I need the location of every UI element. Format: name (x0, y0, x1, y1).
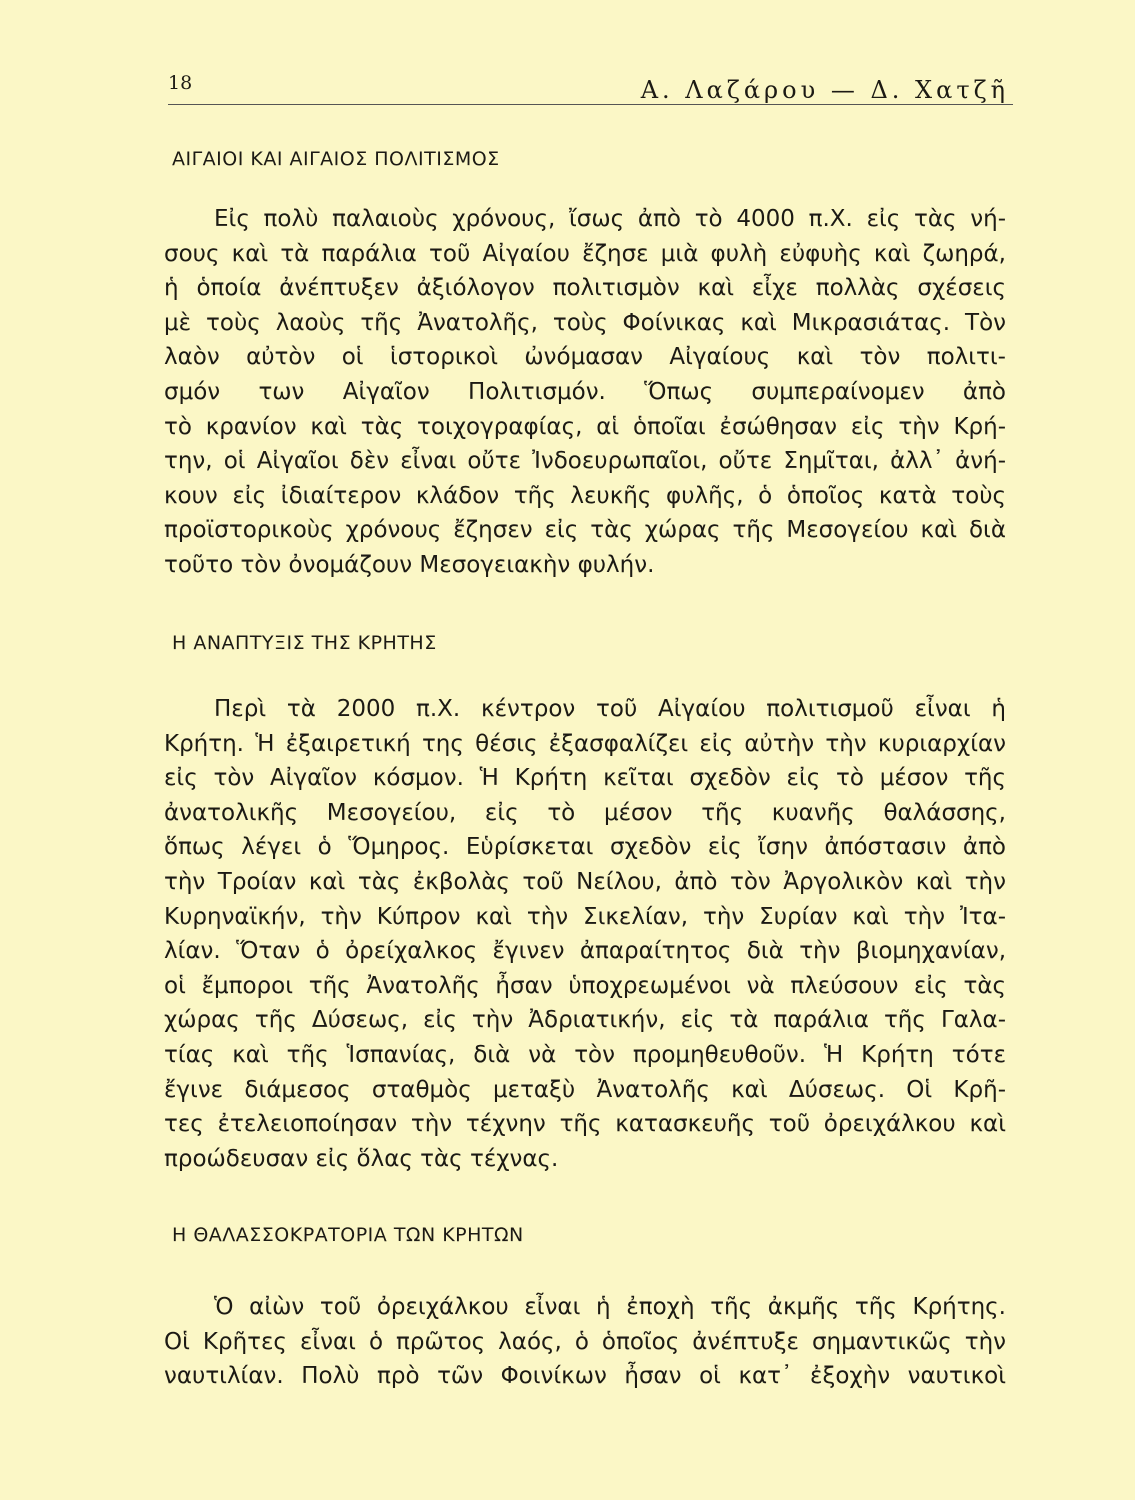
text-line: ναυτιλίαν. Πολὺ πρὸ τῶν Φοινίκων ἦσαν οἱ κατ᾽ ἐξοχὴν ναυτικοὶ (164, 1363, 1006, 1390)
text-line: Κυρηναϊκήν, τὴν Κύπρον καὶ τὴν Σικελίαν, τὴν Συρίαν καὶ τὴν Ἰτα- (164, 903, 1006, 930)
text-line: οἱ ἔμποροι τῆς Ἀνατολῆς ἦσαν ὑποχρεωμένοι νὰ πλεύσουν εἰς τὰς (164, 972, 1006, 999)
text-line: την, οἱ Αἰγαῖοι δὲν εἶναι οὔτε Ἰνδοευρωπαῖοι, οὔτε Σημῖται, ἀλλ᾽ ἀνή- (164, 448, 1006, 475)
text-line: ὅπως λέγει ὁ Ὅμηρος. Εὑρίσκεται σχεδὸν εἰς ἴσην ἀπόστασιν ἀπὸ (164, 834, 1006, 861)
text-line: χώρας τῆς Δύσεως, εἰς τὴν Ἀδριατικήν, εἰς τὰ παράλια τῆς Γαλα- (164, 1007, 1006, 1034)
text-line: Ὁ αἰὼν τοῦ ὀρειχάλκου εἶναι ἡ ἐποχὴ τῆς ἀκμῆς τῆς Κρήτης. (214, 1294, 1006, 1320)
text-line: εἰς τὸν Αἰγαῖον κόσμον. Ἡ Κρήτη κεῖται σχεδὸν εἰς τὸ μέσον τῆς (164, 765, 1006, 792)
text-line: Κρήτη. Ἡ ἐξαιρετική της θέσις ἐξασφαλίζει εἰς αὐτὴν τὴν κυριαρχίαν (164, 730, 1006, 757)
text-line: σους καὶ τὰ παράλια τοῦ Αἰγαίου ἔζησε μιὰ φυλὴ εὐφυὴς καὶ ζωηρά, (164, 240, 1006, 267)
paragraph (164, 1290, 1006, 1394)
text-line: ἀνατολικῆς Μεσογείου, εἰς τὸ μέσον τῆς κυανῆς θαλάσσης, (164, 799, 1006, 826)
text-line: τὸ κρανίον καὶ τὰς τοιχογραφίας, αἱ ὁποῖαι ἐσώθησαν εἰς τὴν Κρή- (164, 413, 1006, 440)
page-number: 18 (168, 72, 193, 94)
section-heading: Η ΑΝΑΠΤΥΞΙΣ ΤΗΣ ΚΡΗΤΗΣ (172, 632, 437, 654)
running-head: Α. Λαζάρου — Δ. Χατζῆ (640, 76, 1009, 104)
text-line: λαὸν αὐτὸν οἱ ἱστορικοὶ ὠνόμασαν Αἰγαίους καὶ τὸν πολιτι- (164, 344, 1006, 371)
paragraph (164, 202, 1006, 583)
text-line: ἔγινε διάμεσος σταθμὸς μεταξὺ Ἀνατολῆς καὶ Δύσεως. Οἱ Κρῆ- (164, 1076, 1006, 1103)
text-line: τοῦτο τὸν ὀνομάζουν Μεσογειακὴν φυλήν. (164, 551, 655, 578)
text-line: κουν εἰς ἰδιαίτερον κλάδον τῆς λευκῆς φυλῆς, ὁ ὁποῖος κατὰ τοὺς (164, 482, 1006, 509)
text-line: Εἰς πολὺ παλαιοὺς χρόνους, ἴσως ἀπὸ τὸ 4000 π.Χ. εἰς τὰς νή- (214, 206, 1006, 232)
text-line: τες ἐτελειοποίησαν τὴν τέχνην τῆς κατασκευῆς τοῦ ὀρειχάλκου καὶ (164, 1111, 1006, 1138)
text-line: Οἱ Κρῆτες εἶναι ὁ πρῶτος λαός, ὁ ὁποῖος ἀνέπτυξε σημαντικῶς τὴν (164, 1328, 1006, 1355)
section-heading: Η ΘΑΛΑΣΣΟΚΡΑΤΟΡΙΑ ΤΩΝ ΚΡΗΤΩΝ (172, 1224, 524, 1246)
section-heading: ΑΙΓΑΙΟΙ ΚΑΙ ΑΙΓΑΙΟΣ ΠΟΛΙΤΙΣΜΟΣ (172, 148, 500, 170)
text-line: σμόν των Αἰγαῖον Πολιτισμόν. Ὅπως συμπεραίνομεν ἀπὸ (164, 378, 1006, 405)
page-header (168, 72, 1013, 105)
text-line: τίας καὶ τῆς Ἱσπανίας, διὰ νὰ τὸν προμηθευθοῦν. Ἡ Κρήτη τότε (164, 1041, 1006, 1068)
text-line: τὴν Τροίαν καὶ τὰς ἐκβολὰς τοῦ Νείλου, ἀπὸ τὸν Ἀργολικὸν καὶ τὴν (164, 868, 1006, 895)
text-line: λίαν. Ὅταν ὁ ὀρείχαλκος ἔγινεν ἀπαραίτητος διὰ τὴν βιομηχανίαν, (164, 938, 1006, 965)
text-line: Περὶ τὰ 2000 π.Χ. κέντρον τοῦ Αἰγαίου πολιτισμοῦ εἶναι ἡ (214, 696, 1006, 722)
text-line: προώδευσαν εἰς ὅλας τὰς τέχνας. (164, 1145, 559, 1172)
paragraph (164, 692, 1006, 1176)
text-line: ἡ ὁποία ἀνέπτυξεν ἀξιόλογον πολιτισμὸν καὶ εἶχε πολλὰς σχέσεις (164, 275, 1006, 302)
text-line: προϊστορικοὺς χρόνους ἔζησεν εἰς τὰς χώρας τῆς Μεσογείου καὶ διὰ (164, 517, 1006, 544)
text-line: μὲ τοὺς λαοὺς τῆς Ἀνατολῆς, τοὺς Φοίνικας καὶ Μικρασιάτας. Τὸν (164, 309, 1006, 336)
